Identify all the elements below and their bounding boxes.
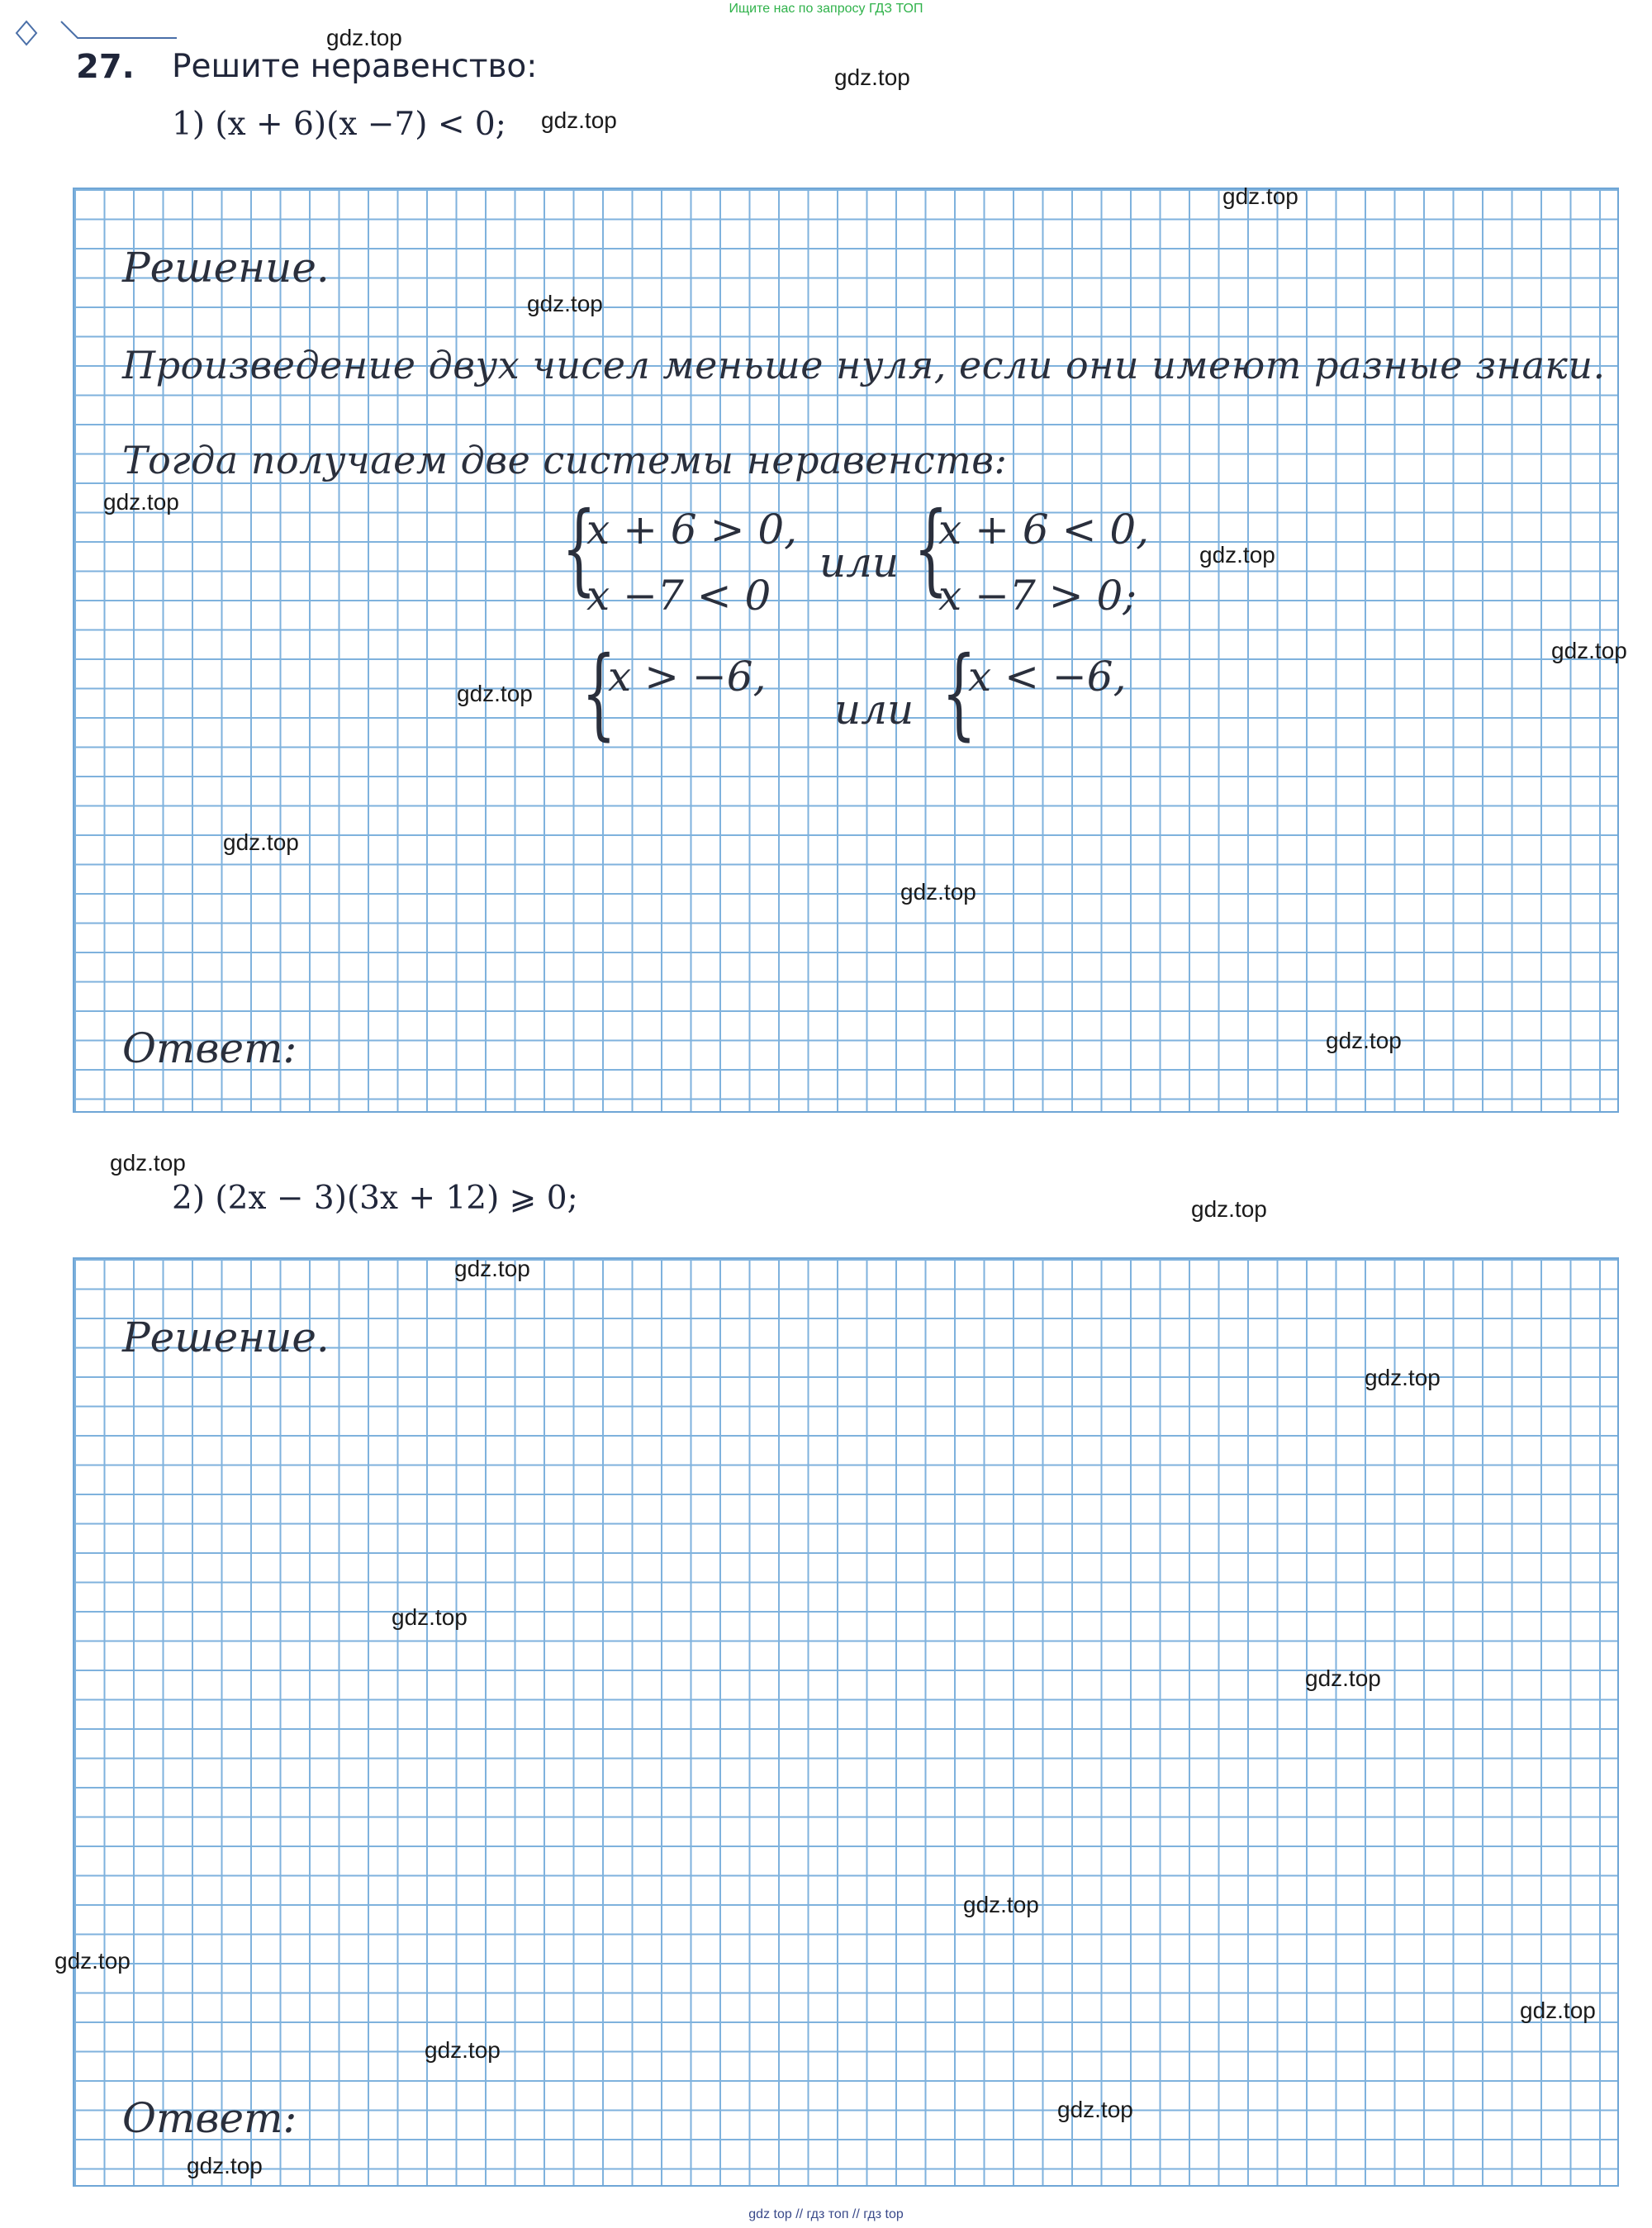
system-or-1: или (819, 539, 900, 587)
watermark: gdz.top (187, 2153, 263, 2178)
brace-left-3: { (582, 636, 616, 751)
watermark: gdz.top (425, 2037, 501, 2063)
top-banner[interactable]: Ищите нас по запросу ГДЗ ТОП (729, 2, 923, 16)
watermark: gdz.top (1520, 1998, 1596, 2023)
system1-line-a: x + 6 > 0, (586, 506, 798, 553)
watermark: gdz.top (541, 107, 617, 133)
diamond-icon (12, 17, 177, 50)
system2-line-a: x + 6 < 0, (938, 506, 1150, 553)
watermark: gdz.top (457, 681, 533, 706)
watermark: gdz.top (392, 1604, 468, 1630)
bottom-banner[interactable]: gdz top // гдз топ // гдз top (748, 2207, 904, 2221)
watermark: gdz.top (110, 1150, 186, 1176)
watermark: gdz.top (1305, 1665, 1381, 1691)
watermark: gdz.top (1365, 1365, 1441, 1390)
part2-label: 2) (2x − 3)(3x + 12) ⩾ 0; (172, 1180, 578, 1217)
watermark: gdz.top (103, 489, 179, 515)
watermark: gdz.top (1057, 2097, 1133, 2122)
watermark: gdz.top (527, 291, 603, 316)
system2-line-b: x −7 > 0; (938, 572, 1137, 620)
system-or-2: или (834, 686, 914, 734)
watermark: gdz.top (963, 1892, 1039, 1917)
system1-line-b: x −7 < 0 (586, 572, 771, 620)
brace-left-2: { (914, 492, 948, 606)
system3-line-a: x > −6, (608, 653, 767, 701)
part2-answer-label: Ответ: (122, 2094, 297, 2142)
watermark: gdz.top (1199, 542, 1275, 568)
watermark: gdz.top (454, 1256, 530, 1281)
grid-box-2 (73, 1257, 1619, 2187)
task-number: 27. (76, 48, 135, 86)
watermark: gdz.top (55, 1948, 131, 1974)
task-title: Решите неравенство: (172, 48, 538, 85)
part2-solution-heading: Решение. (122, 1314, 330, 1361)
watermark: gdz.top (834, 64, 910, 90)
grid-box-1 (73, 188, 1619, 1113)
watermark: gdz.top (1191, 1196, 1267, 1222)
watermark: gdz.top (900, 879, 976, 905)
part1-solution-heading: Решение. (122, 244, 330, 292)
system4-line-a: x < −6, (968, 653, 1127, 701)
watermark: gdz.top (1326, 1028, 1402, 1053)
watermark: gdz.top (223, 829, 299, 855)
part1-answer-label: Ответ: (122, 1024, 297, 1072)
part1-label: 1) (x + 6)(x −7) < 0; (172, 106, 506, 143)
watermark: gdz.top (326, 25, 402, 50)
part1-line1: Произведение двух чисел меньше нуля, если они имеют разные знаки. (122, 343, 1606, 387)
brace-left-1: { (562, 492, 596, 606)
watermark: gdz.top (1551, 638, 1627, 663)
part1-line2: Тогда получаем две системы неравенств: (122, 438, 1008, 482)
watermark: gdz.top (1222, 183, 1298, 209)
brace-left-4: { (942, 636, 976, 751)
